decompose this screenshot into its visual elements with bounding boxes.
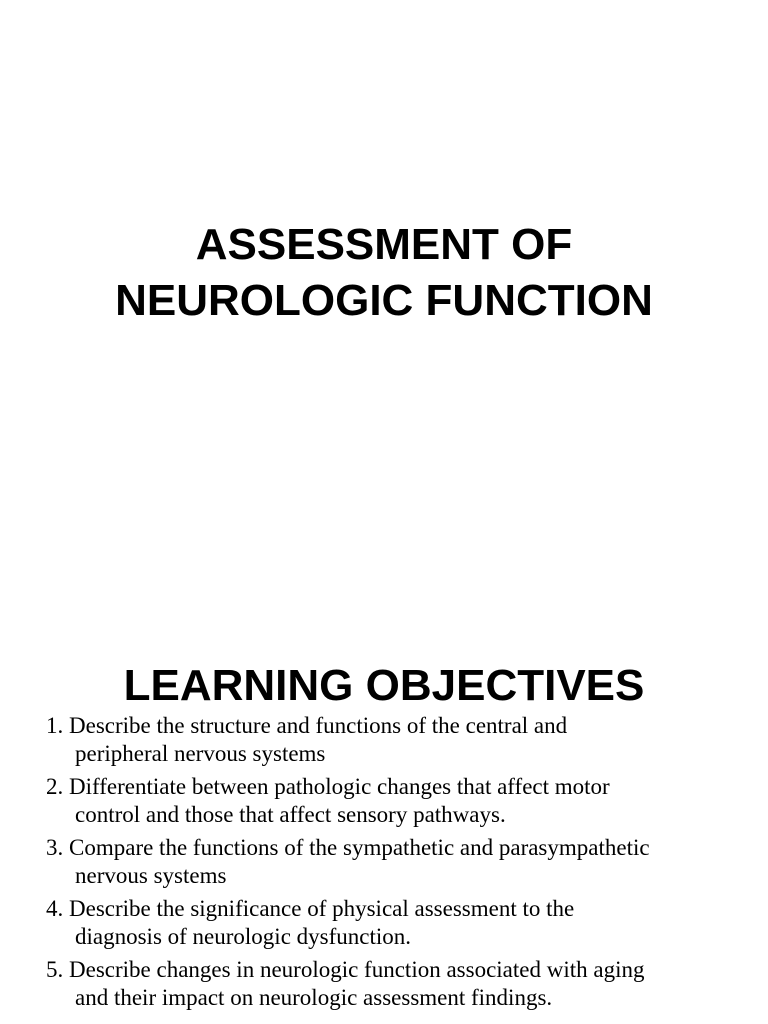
objectives-heading: LEARNING OBJECTIVES xyxy=(123,660,645,710)
objectives-slide xyxy=(0,576,768,1024)
objective-line: nervous systems xyxy=(75,863,227,888)
objectives-list xyxy=(46,712,746,1017)
objective-item xyxy=(46,834,746,890)
slide-title xyxy=(0,217,768,329)
objective-line: and their impact on neurologic assessment findings. xyxy=(75,985,553,1010)
objective-line: 1. Describe the structure and functions of the central and xyxy=(46,713,568,738)
objective-item xyxy=(46,712,746,768)
objective-line: peripheral nervous systems xyxy=(75,741,326,766)
objective-line: diagnosis of neurologic dysfunction. xyxy=(75,924,412,949)
objective-line: 3. Compare the functions of the sympathetic and parasympathetic xyxy=(46,835,650,860)
objective-line: control and those that affect sensory pathways. xyxy=(75,802,506,827)
objective-item xyxy=(46,895,746,951)
slide-title-line: NEUROLOGIC FUNCTION xyxy=(115,276,653,326)
objective-item xyxy=(46,956,746,1012)
objective-line: 4. Describe the significance of physical assessment to the xyxy=(46,896,575,921)
slide-title-line: ASSESSMENT OF xyxy=(195,220,573,270)
objective-line: 2. Differentiate between pathologic changes that affect motor xyxy=(46,774,610,799)
objective-item xyxy=(46,773,746,829)
objective-line: 5. Describe changes in neurologic function associated with aging xyxy=(46,957,645,982)
